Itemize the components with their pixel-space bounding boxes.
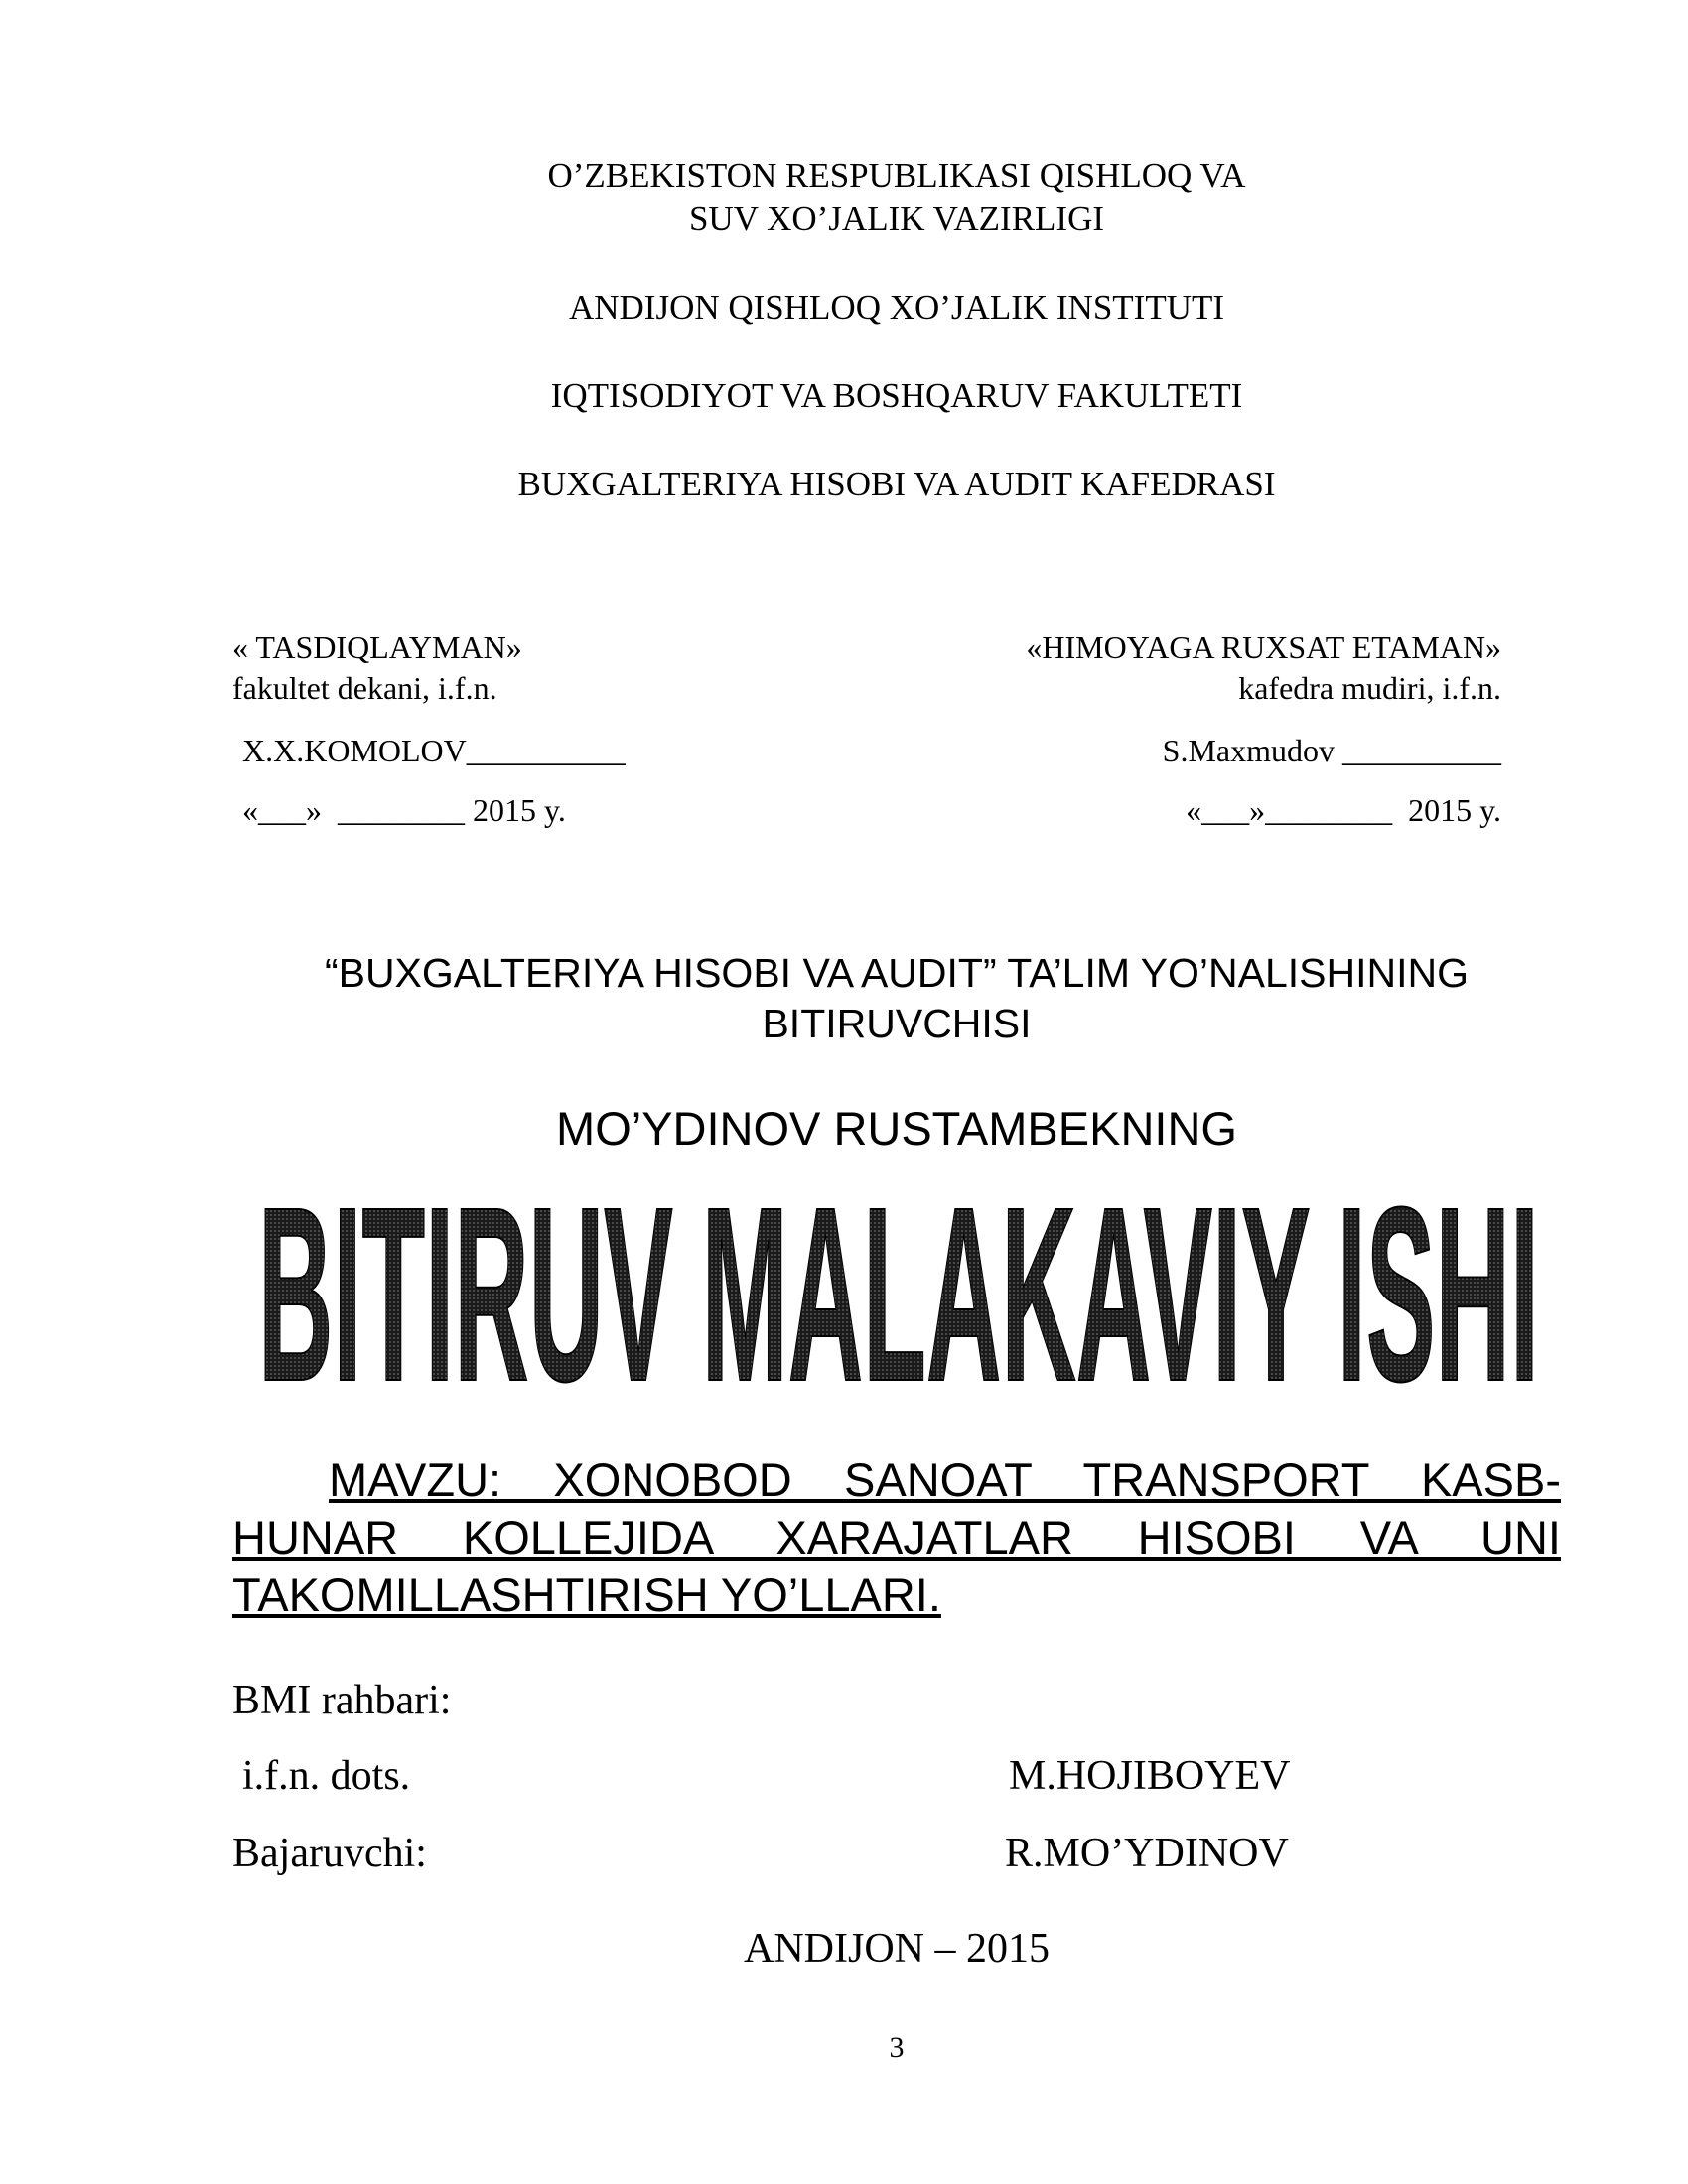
student-name: MO’YDINOV RUSTAMBEKNING — [556, 1102, 1237, 1155]
faculty-name: IQTISODIYOT VA BOSHQARUV FAKULTETI — [550, 376, 1243, 415]
ministry-line-2: SUV XO’JALIK VAZIRLIGI — [688, 200, 1105, 238]
city-year: ANDIJON – 2015 — [744, 1926, 1050, 1972]
supervisor-label: BMI rahbari: — [232, 1678, 452, 1723]
department-name: BUXGALTERIYA HISOBI VA AUDIT KAFEDRASI — [517, 465, 1276, 503]
supervisor-name: M.HOJIBOYEV — [1009, 1753, 1291, 1799]
approval-left-name-line: X.X.KOMOLOV__________ — [242, 733, 626, 768]
approval-left-heading: « TASDIQLAYMAN» — [232, 629, 522, 665]
supervisor-title: i.f.n. dots. — [242, 1753, 411, 1799]
performer-label: Bajaruvchi: — [232, 1831, 427, 1876]
performer-name: R.MO’YDINOV — [1005, 1831, 1289, 1876]
page-number: 3 — [889, 2031, 905, 2064]
approval-right-heading: «HIMOYAGA RUXSAT ETAMAN» — [1026, 629, 1501, 665]
approval-left-role: fakultet dekani, i.f.n. — [232, 670, 497, 706]
approval-right-name-line: S.Maxmudov __________ — [1162, 733, 1501, 768]
specialty-line-1: “BUXGALTERIYA HISOBI VA AUDIT” TA’LIM YO’NALISHINING — [324, 950, 1470, 996]
thesis-title-text: BITIRUV MALAKAVIY ISHI — [258, 1181, 1539, 1400]
specialty-line-2: BITIRUVCHISI — [762, 1001, 1032, 1046]
institute-name: ANDIJON QISHLOQ XO’JALIK INSTITUTI — [568, 288, 1225, 327]
ministry-heading — [232, 154, 1561, 241]
approval-right-date-line: «___»________ 2015 y. — [1186, 792, 1501, 828]
ministry-line-1: O’ZBEKISTON RESPUBLIKASI QISHLOQ VA — [547, 156, 1246, 195]
thesis-topic: MAVZU: XONOBOD SANOAT TRANSPORT KASB-HUNAR KOLLEJIDA XARAJATLAR HISOBI VA UNI TAKOMILLASHTIRISH YO’LLARI. — [232, 1453, 1561, 1621]
approval-right-role: kafedra mudiri, i.f.n. — [1238, 670, 1501, 706]
approval-left-date-line: «___» ________ 2015 y. — [242, 792, 566, 828]
specialty-heading — [232, 948, 1561, 1049]
thesis-title — [253, 1181, 1544, 1400]
